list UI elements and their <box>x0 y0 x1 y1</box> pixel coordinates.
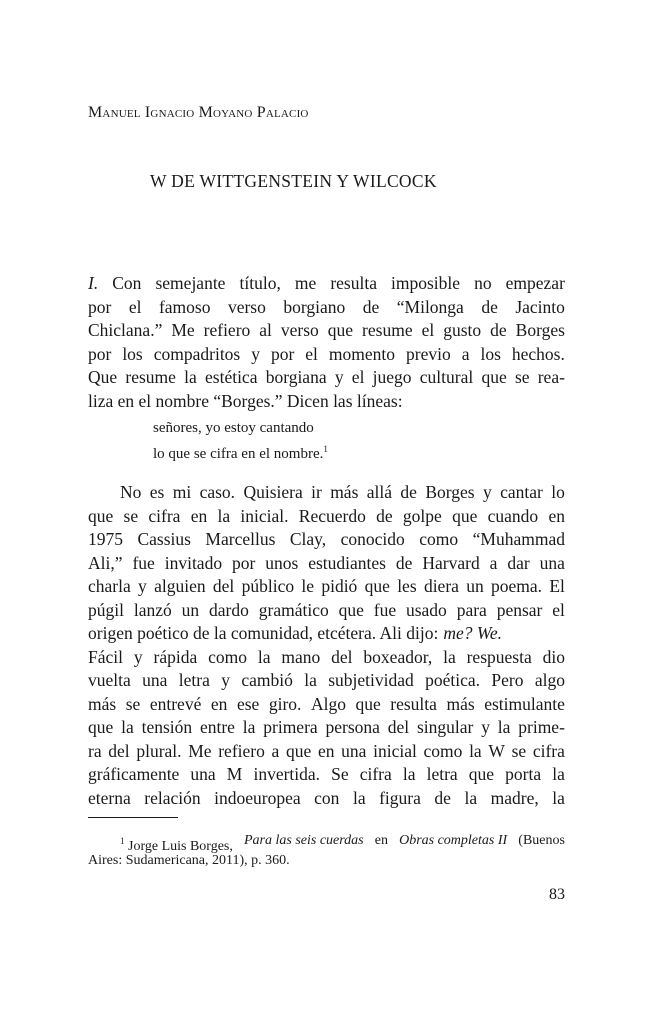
word: de <box>376 505 393 526</box>
word: pensar <box>496 599 543 620</box>
footnote <box>88 831 565 871</box>
word: la <box>443 646 456 667</box>
word: Fácil <box>88 646 123 667</box>
text-line <box>88 599 565 623</box>
word: de <box>481 296 498 317</box>
word: con <box>314 787 340 808</box>
word: tensión <box>141 717 193 737</box>
word: a <box>489 552 498 573</box>
word: Jacinto <box>515 296 565 317</box>
word: Me <box>171 320 195 340</box>
word: de <box>395 552 413 573</box>
word: me <box>294 273 317 293</box>
text-line <box>88 693 565 717</box>
word: cifra <box>148 505 181 526</box>
word: por <box>88 296 112 317</box>
word: mi <box>172 482 192 502</box>
word: refiero <box>218 740 265 761</box>
word: en <box>210 693 228 714</box>
footnote-author: Jorge Luis Borges, <box>128 839 233 854</box>
chapter-title: W DE WITTGENSTEIN Y WILCOCK <box>150 171 437 191</box>
word: poética. <box>425 670 481 690</box>
text-line <box>88 528 565 552</box>
word: una <box>341 740 367 761</box>
word: por <box>270 343 295 364</box>
word: Cassius <box>137 529 191 549</box>
word: resume <box>125 367 176 387</box>
word: imposible <box>391 273 461 293</box>
word: que <box>355 693 381 714</box>
word: del <box>212 576 235 596</box>
word: eterna <box>88 787 131 808</box>
word: como <box>419 529 459 549</box>
paragraph-1 <box>88 272 565 413</box>
text-line <box>88 272 565 296</box>
word: Chiclana.” <box>88 320 163 340</box>
word: primera <box>263 717 318 737</box>
word: Ali,” <box>88 552 123 573</box>
word: que <box>338 599 364 620</box>
word: estimulante <box>484 693 565 714</box>
footnote-connector: en <box>374 833 388 848</box>
word: más <box>446 693 475 714</box>
word: entre <box>199 717 235 737</box>
word: de <box>362 296 380 317</box>
text-line <box>88 740 565 764</box>
verse-quote <box>153 418 328 465</box>
word: a <box>271 740 280 761</box>
word: la <box>121 717 134 737</box>
text-line <box>88 622 565 646</box>
word: del <box>108 740 130 761</box>
word: mano <box>281 646 321 667</box>
word: previo <box>406 343 451 364</box>
word: la <box>184 367 197 387</box>
word: más <box>88 693 117 714</box>
word: que <box>285 740 312 761</box>
word: ese <box>236 693 260 714</box>
word: cuando <box>487 505 539 526</box>
word: una <box>190 764 216 784</box>
word: “Milonga <box>396 296 464 317</box>
word: verso <box>280 320 319 340</box>
word: resulta <box>330 273 377 293</box>
word: resume <box>362 320 413 340</box>
word: se <box>123 505 139 526</box>
word: estudiantes <box>308 552 386 573</box>
text-line <box>88 552 565 576</box>
word: ra <box>88 740 102 761</box>
word: les <box>397 576 417 596</box>
word: y <box>221 670 230 690</box>
word: dio <box>542 646 565 667</box>
word: singular <box>416 717 474 737</box>
word: porta <box>505 764 542 784</box>
word: que <box>452 505 478 526</box>
word: un <box>466 576 484 596</box>
word: le <box>301 576 315 596</box>
text-line <box>88 296 565 320</box>
text-line <box>88 343 565 367</box>
word: la <box>257 646 271 667</box>
word: para <box>456 599 487 620</box>
word: cifra <box>359 764 392 784</box>
word: el <box>552 599 565 620</box>
word: y <box>133 646 143 667</box>
word: allá <box>366 482 393 502</box>
word: fue <box>132 552 155 573</box>
word: pidió <box>321 576 358 596</box>
word: cultural <box>419 367 474 387</box>
word: borgiana <box>265 367 327 387</box>
word: charla <box>88 576 131 596</box>
word: poema. <box>491 576 543 596</box>
word: que <box>327 320 354 340</box>
word: se <box>125 693 141 714</box>
word: se <box>511 740 527 761</box>
word: la <box>402 764 416 784</box>
footnote-rule <box>88 817 178 818</box>
verse-line-2-text: lo que se cifra en el nombre. <box>153 446 324 462</box>
word: giro. <box>268 693 302 714</box>
word: lo <box>551 482 565 502</box>
word: caso. <box>199 482 236 502</box>
word: 1975 <box>88 529 123 549</box>
section-number: I. <box>88 273 99 293</box>
footnote-line1-tail: (Buenos <box>518 833 565 848</box>
word: el <box>128 296 142 317</box>
word: conocido <box>340 529 405 549</box>
word: Se <box>331 764 349 784</box>
running-head-author: Manuel Ignacio Moyano Palacio <box>88 104 309 121</box>
word: vuelta <box>88 670 131 690</box>
word: usado <box>405 599 447 620</box>
word: y <box>481 717 490 737</box>
word: borgiano <box>283 296 346 317</box>
word: la <box>552 764 565 784</box>
word: M <box>226 764 243 784</box>
word: como <box>423 740 463 761</box>
footnote-line-2: Aires: Sudamericana, 2011), p. 360. <box>88 853 290 868</box>
text-line <box>88 366 565 390</box>
footnote-collection-title: Obras completas II <box>399 833 508 848</box>
word: los <box>480 343 501 364</box>
word: figura <box>379 787 421 808</box>
word: No <box>120 482 142 502</box>
word: por <box>88 343 112 364</box>
word: público <box>241 576 295 596</box>
word: entrevé <box>149 693 202 714</box>
word: subjetividad <box>328 670 414 690</box>
word: Me <box>188 740 212 761</box>
text-line <box>88 669 565 693</box>
word: la <box>242 717 256 737</box>
text-line <box>88 787 565 811</box>
word: liza en el nombre “Borges.” Dicen las líneas: <box>88 390 403 411</box>
book-page <box>88 0 565 1010</box>
word: Quisiera <box>243 482 303 502</box>
word: se <box>514 367 530 387</box>
word: inicial. <box>240 505 289 526</box>
word: que <box>364 576 390 596</box>
word: invitado <box>164 552 223 573</box>
word: boxeador, <box>363 646 433 667</box>
word: Recuerdo <box>298 505 366 526</box>
word: persona <box>325 717 380 737</box>
word: título, <box>239 273 281 293</box>
word: del <box>331 646 353 667</box>
word: no <box>474 273 492 293</box>
word: Con <box>112 273 142 293</box>
word: letra <box>426 764 458 784</box>
word: rea- <box>537 367 565 387</box>
word: que <box>88 505 114 526</box>
word: lanzó <box>133 599 172 620</box>
word: plural. <box>136 740 182 761</box>
word: refiero <box>203 320 251 340</box>
word: y <box>334 367 344 387</box>
word: la <box>469 740 482 761</box>
word: Marcellus <box>205 529 276 549</box>
text-line <box>88 716 565 740</box>
word: cantar <box>500 482 543 502</box>
word: invertida. <box>253 764 321 784</box>
word: que <box>481 367 507 387</box>
word: que <box>468 764 495 784</box>
word: fue <box>373 599 397 620</box>
word: la <box>497 717 511 737</box>
word: unos <box>265 552 299 573</box>
word: al <box>259 320 272 340</box>
word: de <box>490 320 507 340</box>
word: origen poético de la comunidad, etcétera. Ali dijo: <box>88 623 439 643</box>
word: es <box>149 482 165 502</box>
word: “Muhammad <box>472 529 565 549</box>
word: estética <box>205 367 258 387</box>
paragraph-2 <box>88 481 565 810</box>
word: El <box>549 576 565 596</box>
word: letra <box>178 670 210 690</box>
word: dar <box>507 552 530 573</box>
word: empezar <box>505 273 565 293</box>
word: algo <box>534 670 565 690</box>
word: inicial <box>373 740 417 761</box>
word: relación <box>144 787 201 808</box>
word: de <box>434 787 451 808</box>
word: en <box>317 740 335 761</box>
word: Borges <box>425 482 475 502</box>
word: a <box>461 343 470 364</box>
word: que <box>88 717 114 737</box>
word: gramático <box>258 599 329 620</box>
word: Que <box>88 367 118 387</box>
word: cifra <box>532 740 565 761</box>
word: hechos. <box>511 343 565 364</box>
word: el <box>305 343 318 364</box>
word: ir <box>311 482 322 502</box>
word: prime- <box>518 717 565 737</box>
word: la <box>464 787 478 808</box>
word: del <box>387 717 410 737</box>
word: un <box>181 599 200 620</box>
footnote-number: 1 <box>120 836 125 846</box>
word: la <box>552 787 565 808</box>
word: la <box>217 505 231 526</box>
footnote-reference: 1 <box>323 444 328 454</box>
word: como <box>208 646 247 667</box>
word: respuesta <box>466 646 532 667</box>
word: juego <box>372 367 412 387</box>
text-line <box>88 319 565 343</box>
word: Algo <box>310 693 346 714</box>
word: gusto <box>443 320 482 340</box>
word: más <box>330 482 359 502</box>
word: de <box>400 482 417 502</box>
text-line <box>88 646 565 670</box>
word: una <box>142 670 168 690</box>
word: Borges <box>515 320 565 340</box>
word: indoeuropea <box>214 787 301 808</box>
word: Clay, <box>289 529 327 549</box>
text-line <box>88 575 565 599</box>
page-number: 83 <box>549 886 565 903</box>
word: y <box>138 576 147 596</box>
word: alguien <box>154 576 206 596</box>
ali-quote: me? We. <box>443 623 503 643</box>
text-line <box>88 390 565 414</box>
word: madre, <box>490 787 539 808</box>
word: diera <box>423 576 459 596</box>
verse-line-1: señores, yo estoy cantando <box>153 420 314 436</box>
word: momento <box>328 343 396 364</box>
word: en <box>190 505 208 526</box>
word: y <box>251 343 260 364</box>
word: y <box>482 482 492 502</box>
word: el <box>351 367 365 387</box>
word: resulta <box>390 693 437 714</box>
word: el <box>421 320 435 340</box>
word: en <box>548 505 565 526</box>
word: W <box>488 740 505 761</box>
word: semejante <box>155 273 226 293</box>
word: púgil <box>88 599 124 620</box>
text-line <box>88 505 565 529</box>
word: Harvard <box>422 552 480 573</box>
word: rápida <box>153 646 198 667</box>
word: golpe <box>402 505 442 526</box>
footnote-work-title: Para las seis cuerdas <box>243 833 364 848</box>
word: una <box>539 552 565 573</box>
word: Pero <box>491 670 524 690</box>
footnote-line-1 <box>88 831 565 854</box>
word: famoso <box>158 296 211 317</box>
word: dardo <box>209 599 249 620</box>
word: compadritos <box>153 343 241 364</box>
word: por <box>232 552 256 573</box>
word: los <box>122 343 143 364</box>
word: cambió <box>241 670 293 690</box>
word: verso <box>227 296 266 317</box>
word: gráficamente <box>88 764 180 784</box>
text-line <box>88 481 565 505</box>
text-line <box>88 763 565 787</box>
verse-line-2 <box>153 439 328 465</box>
word: la <box>304 670 317 690</box>
word: la <box>352 787 366 808</box>
